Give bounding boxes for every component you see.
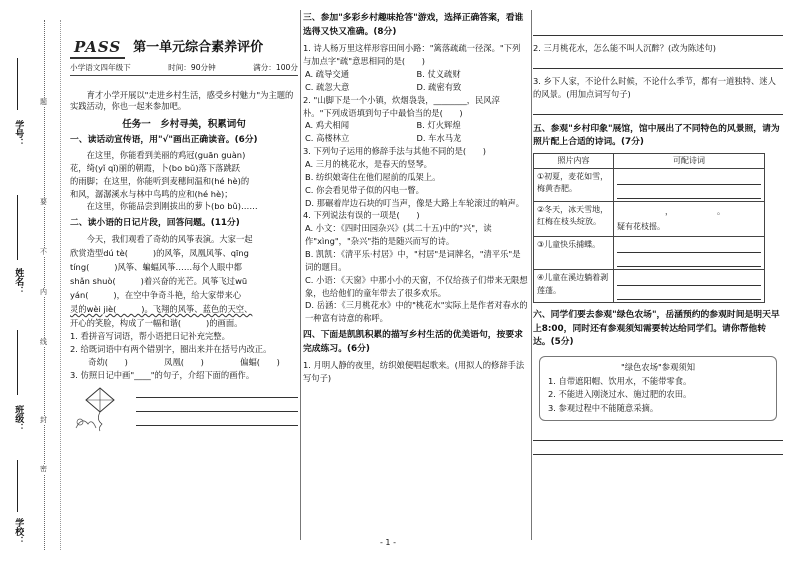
q3-2-text: 2. "山脚下是一个小镇，炊烟袅袅，________，民风淳朴。"下列成语填到句子中最恰当的是( ) [303, 94, 500, 118]
word-blank[interactable]: 凤凰( ) [164, 356, 204, 367]
word-blank[interactable]: 偏蝠( ) [240, 356, 280, 367]
q3-1-text: 1. 诗人杨万里这样形容田间小路："篱落疏疏一径深。"下列与加点字"疏"意思相同的是( ) [303, 43, 521, 67]
q3-4-text: 4. 下列说法有误的一项是( ) [303, 210, 420, 221]
task-1-title: 任务一 乡村寻美，积累词句 [122, 118, 246, 130]
poem-cell[interactable] [614, 237, 765, 270]
option[interactable]: D. 那碾着岸边石块的叮当声，像是大路上车轮滚过的响声。 [305, 197, 525, 208]
q1-line[interactable]: 在这里，你能品尝到刚拔出的萝卜(bo bǔ)…… [86, 201, 258, 212]
notice-title: "绿色农场"参观须知 [620, 362, 695, 373]
cut-char: 线 [40, 338, 47, 346]
score-label: 满分：100分 [253, 62, 298, 72]
column-divider [531, 10, 532, 540]
word-blank[interactable]: 奇幼( ) [88, 356, 128, 367]
class-line[interactable] [17, 330, 18, 395]
notice-item: 3. 参观过程中不能随意采摘。 [548, 403, 659, 414]
q4-item1: 1. 月明人静的夜里，纺织娘便唱起歌来。(用拟人的修辞手法写句子) [303, 360, 525, 384]
q2-sub1: 1. 看拼音写词语，帮小语把日记补充完整。 [70, 331, 230, 342]
name-label: 姓名： [13, 268, 24, 295]
grade-label: 小学语文四年级下 [70, 62, 131, 72]
option[interactable]: B. 灯火辉煌 [416, 120, 461, 131]
student-number-line[interactable] [17, 58, 18, 110]
notice-item: 2. 不能进入刚浇过水、施过肥的农田。 [548, 389, 692, 400]
kite-drawing-icon [70, 384, 128, 432]
cut-char: 封 [40, 416, 47, 424]
answer-line[interactable] [533, 441, 783, 455]
option[interactable]: C. 疏忽大意 [305, 81, 350, 92]
photo-cell: ③儿童快乐捕蝶。 [534, 237, 614, 270]
answer-line[interactable] [533, 427, 783, 441]
school-line[interactable] [17, 460, 18, 512]
cut-line-inner [60, 20, 61, 550]
visit-notice-box [539, 356, 777, 421]
exam-meta [70, 63, 298, 76]
diary-line[interactable]: tíng( )风筝、蝙蝠风筝……每个人眼中都 [70, 261, 242, 272]
option[interactable]: A. 三月的桃花水，是春天的竖琴。 [305, 158, 432, 169]
answer-line[interactable] [533, 101, 783, 115]
notice-item: 1. 自带遮阳帽、饮用水，不能带零食。 [548, 375, 692, 386]
table-row [534, 201, 765, 236]
q3-4-options [303, 222, 528, 325]
q1-line[interactable]: 和风，潺潺溪水与林中鸟鸣的应和(hé hè)； [70, 188, 233, 199]
diary-line[interactable]: shǎn shuò( )着兴奋的光芒。风筝飞过wū [70, 275, 248, 286]
option[interactable]: C. 高楼林立 [305, 133, 350, 144]
q3-3-text: 3. 下列句子运用的修辞手法与其他不同的是( ) [303, 146, 486, 157]
q2-sub2: 2. 给既词语中有两个错别字，圈出来并在括号内改正。 [70, 344, 272, 355]
answer-line[interactable] [136, 412, 298, 426]
poem-cell[interactable] [614, 168, 765, 201]
column-2 [303, 8, 528, 385]
option[interactable]: C. 小语：《天窗》中那小小的天窗，不仅给孩子们带来无限想象，也给他们的童年带去了很多欢乐。 [305, 274, 528, 298]
q2-heading: 二、读小语的日记片段，回答问题。(11分) [70, 217, 240, 228]
table-row [534, 237, 765, 270]
diary-line[interactable]: 欣赏造型dú tè( )的风筝，凤凰风筝、qīng [70, 247, 249, 258]
intro-text: 育才小学开展以"走进乡村生活，感受乡村魅力"为主题的实践活动，你也一起来参加吧。 [70, 90, 294, 111]
column-divider [300, 10, 301, 540]
option[interactable]: A. 小文：《四时田园杂兴》(其二十五)中的"兴"，读作"xìng"，"杂兴"指的是随兴而写的诗。 [305, 223, 492, 247]
photo-cell: ②冬天，冰天雪地，红梅在枝头绽放。 [534, 201, 614, 236]
q2-diary [70, 232, 298, 331]
option[interactable]: B. 仗义疏财 [416, 68, 461, 79]
poem-cell[interactable]: ， 。 疑有花枝摇。 [614, 201, 765, 236]
diary-line[interactable]: yán( )，在空中争奇斗艳，给大家带来心 [70, 289, 242, 300]
col-poem-header: 可配诗词 [614, 153, 765, 168]
option[interactable]: A. 鸡犬相闻 [305, 120, 349, 131]
q2-sub3: 3. 仿照日记中画"____"的句子，介绍下面的画作。 [70, 370, 255, 381]
q3-2-options [303, 119, 528, 145]
q5-heading: 五、参观"乡村印象"展馆，馆中展出了不同特色的风景照，请为照片配上合适的诗词。(7分) [533, 123, 780, 148]
diary-line[interactable]: 灵的wèi jiè( )。飞翔的风筝、蓝色的天空、 [70, 304, 253, 315]
page-number: - 1 - [380, 538, 396, 547]
q3-heading: 三、参加"多彩乡村趣味抢答"游戏，选择正确答案，看谁选得又快又准确。(8分) [303, 13, 524, 37]
col-photo-header: 照片内容 [534, 153, 614, 168]
table-row [534, 168, 765, 201]
student-number-label: 学号： [13, 120, 24, 147]
poem-cell[interactable] [614, 270, 765, 303]
diary-line[interactable]: 开心的笑脸，构成了一幅和谐( )的画面。 [70, 318, 243, 329]
cut-char: 密 [40, 465, 47, 473]
q1-line[interactable]: 在这里，你能看到美丽的鸡冠(guān guàn) [86, 149, 246, 160]
answer-line[interactable] [136, 384, 298, 398]
photo-cell: ①初夏，麦花如雪，梅黄杏肥。 [534, 168, 614, 201]
q2-sub3-answer [70, 384, 298, 432]
name-line[interactable] [17, 195, 18, 260]
option[interactable]: D. 岳涵：《三月桃花水》中的"桃花水"实际上是作者对春水的一种富有诗意的称呼。 [305, 300, 528, 324]
photo-poem-table [533, 153, 765, 303]
option[interactable]: D. 疏密有致 [416, 81, 462, 92]
exam-title: 第一单元综合素养评价 [133, 40, 264, 56]
pass-logo: PASS [70, 38, 125, 59]
binding-strip [4, 20, 64, 550]
q3-3-options [303, 158, 528, 209]
photo-cell: ④儿童在溪边躺着剥莲蓬。 [534, 270, 614, 303]
option[interactable]: C. 你会看见带子似的闪电一瞥。 [305, 184, 424, 195]
option[interactable]: A. 疏导交通 [305, 68, 349, 79]
school-label: 学校： [13, 518, 24, 545]
cut-char: 题 [40, 98, 47, 106]
column-3 [533, 8, 783, 455]
answer-line[interactable] [136, 398, 298, 412]
time-label: 时间：90分钟 [168, 62, 216, 72]
option[interactable]: B. 纺织娘寄住在他们屋前的瓜架上。 [305, 171, 441, 182]
q2-sub2-words [70, 356, 298, 369]
table-row [534, 270, 765, 303]
answer-line[interactable] [533, 22, 783, 36]
q1-heading: 一、读话动宣传语，用"√"画出正确读音。(6分) [70, 134, 258, 145]
class-label: 班级： [13, 405, 24, 432]
option[interactable]: B. 凯凯：《清平乐·村居》中，"村居"是词牌名，"清平乐"是词的题目。 [305, 249, 521, 272]
q4-item3: 3. 乡下人家，不论什么时候，不论什么季节，都有一道独特、迷人的风景。(用加点词写句子) [533, 75, 776, 99]
q1-passage[interactable] [70, 149, 298, 214]
q4-heading: 四、下面是凯凯积累的描写乡村生活的优美语句，按要求完成练习。(6分) [303, 330, 523, 354]
q1-line[interactable]: 的雨脚；在这里，你能听到麦穗间温和(hé hè)的 [70, 175, 250, 186]
q3-1-options [303, 68, 528, 94]
cut-char: 内 [40, 288, 47, 296]
column-1 [70, 8, 298, 432]
diary-line: 今天，我们观看了奇幼的风筝表演。大家一起 [86, 233, 253, 244]
q4-item2: 2. 三月桃花水，怎么能不叫人沉醉？(改为陈述句) [533, 43, 716, 53]
exam-header [70, 38, 298, 59]
q1-line[interactable]: 花，绮(yǐ qǐ)丽的朝霞，卜(bo bǔ)落下落跳跃 [70, 162, 241, 173]
cut-char: 不 [40, 248, 47, 256]
option[interactable]: D. 车水马龙 [416, 133, 462, 144]
q6-heading: 六、同学们要去参观"绿色农场"，岳涵预约的参观时间是明天早上8:00，同时还有参观须知需要转达给同学们。请你帮他转达。(5分) [533, 310, 780, 348]
cut-char: 要 [40, 198, 47, 206]
answer-line[interactable] [533, 55, 783, 69]
